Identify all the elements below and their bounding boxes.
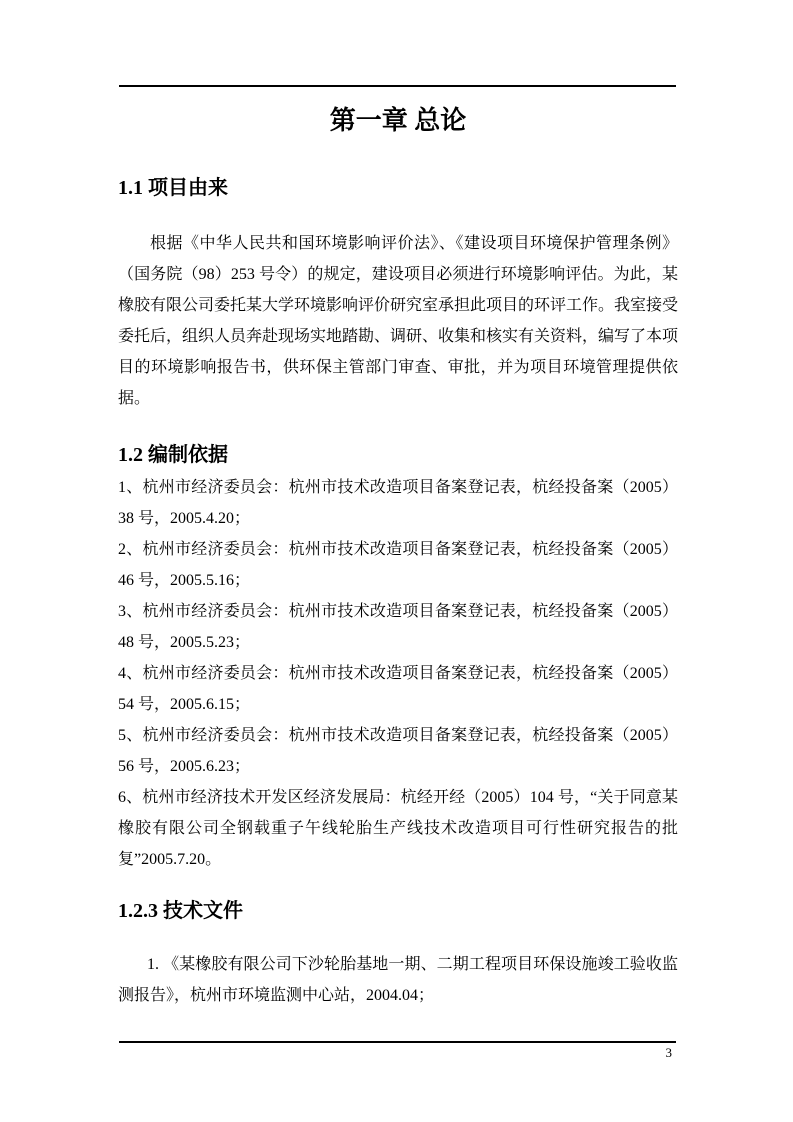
reference-item-5: 5、杭州市经济委员会：杭州市技术改造项目备案登记表，杭经投备案（2005）56 号，2005.6.23；: [118, 727, 678, 775]
chapter-title: 第一章 总论: [329, 106, 467, 135]
section-1-1-paragraph: 根据《中华人民共和国环境影响评价法》、《建设项目环境保护管理条例》（国务院（98）253 号令）的规定，建设项目必须进行环境影响评估。为此，某橡胶有限公司委托某大学环境影响评价研究室承担此项目的环评工作。我室接受委托后，组织人员奔赴现场实地踏勘、调研、收集和核实有关资料，编写了本项目的环境影响报告书，供环保主管部门审查、审批，并为项目环境管理提供依据。: [118, 235, 679, 407]
page-number: 3: [665, 1045, 672, 1060]
technical-document-item-1: 1. 《某橡胶有限公司下沙轮胎基地一期、二期工程项目环保设施竣工验收监测报告》，杭州市环境监测中心站，2004.04；: [118, 956, 678, 1004]
reference-item-2: 2、杭州市经济委员会：杭州市技术改造项目备案登记表，杭经投备案（2005）46 号，2005.5.16；: [118, 541, 678, 589]
footer-rule: [119, 1041, 676, 1043]
reference-list: [118, 472, 678, 875]
reference-item-3: 3、杭州市经济委员会：杭州市技术改造项目备案登记表，杭经投备案（2005）48 号，2005.5.23；: [118, 603, 678, 651]
section-heading-1-2: 1.2 编制依据: [118, 444, 228, 466]
reference-item-4: 4、杭州市经济委员会：杭州市技术改造项目备案登记表，杭经投备案（2005）54 号，2005.6.15；: [118, 665, 678, 713]
reference-item-6: 6、杭州市经济技术开发区经济发展局：杭经开经（2005）104 号，“关于同意某橡胶有限公司全钢载重子午线轮胎生产线技术改造项目可行性研究报告的批复”2005.7.20。: [118, 789, 678, 868]
reference-item-1: 1、杭州市经济委员会：杭州市技术改造项目备案登记表，杭经投备案（2005）38 号，2005.4.20；: [118, 479, 678, 527]
page-content: [118, 0, 678, 1011]
subsection-heading-1-2-3: 1.2.3 技术文件: [118, 900, 243, 922]
section-heading-1-1: 1.1 项目由来: [118, 177, 228, 199]
